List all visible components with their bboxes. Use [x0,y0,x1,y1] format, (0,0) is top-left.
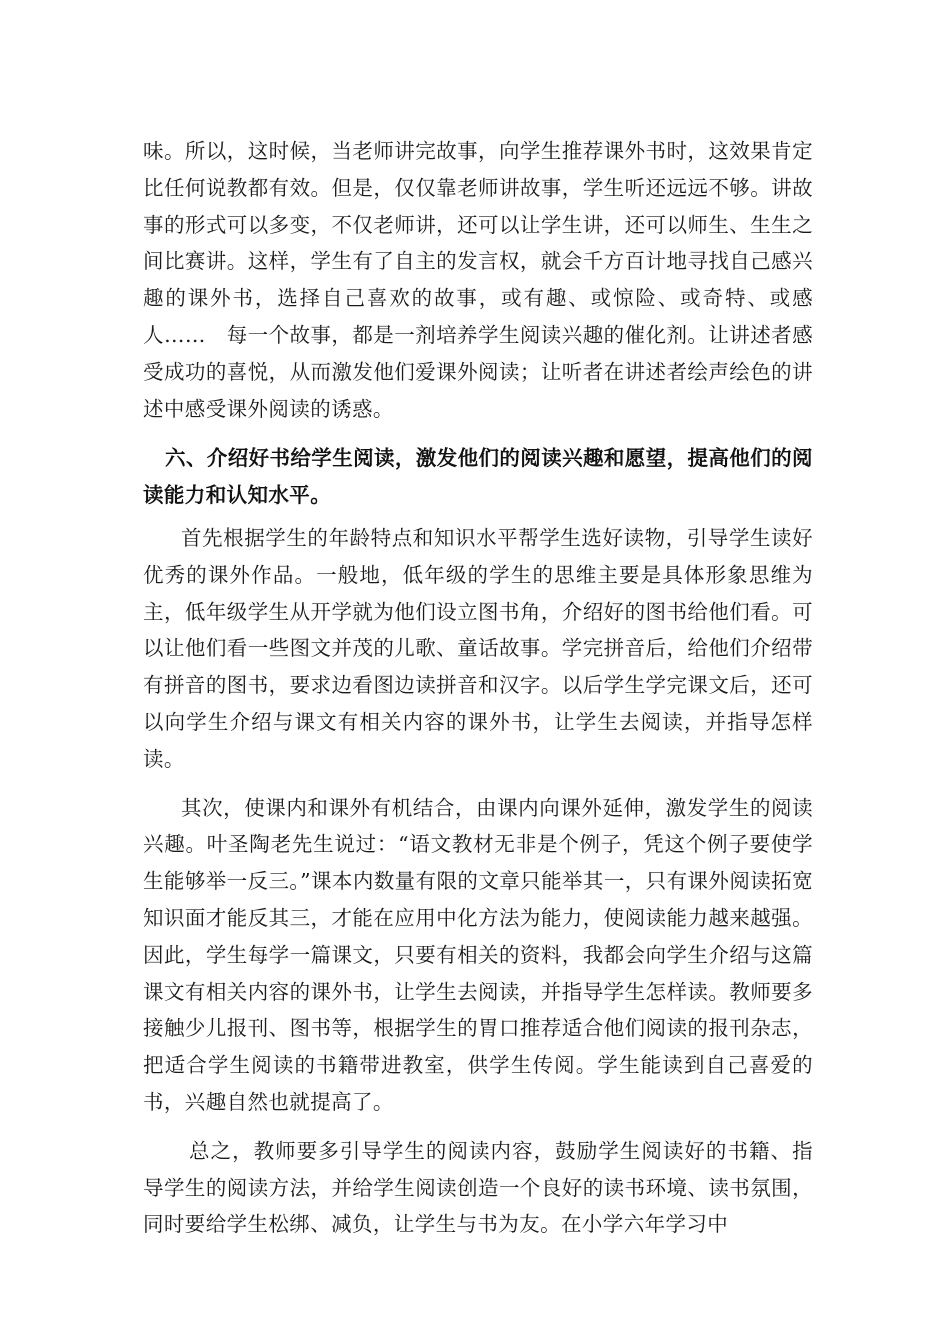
paragraph-first: 首先根据学生的年龄特点和知识水平帮学生选好读物，引导学生读好优秀的课外作品。一般地，低年级的学生的思维主要是具体形象思维为主，低年级学生从开学就为他们设立图书角，介绍好的图书给他们看。可以让他们看一些图文并茂的儿歌、童话故事。学完拼音后，给他们介绍带有拼音的图书，要求边看图边读拼音和汉字。以后学生学完课文后，还可以向学生介绍与课文有相关内容的课外书，让学生去阅读，并指导怎样读。 [143,525,813,771]
document-body [143,133,813,1243]
paragraph-continuation: 味。所以，这时候，当老师讲完故事，向学生推荐课外书时，这效果肯定比任何说教都有效。但是，仅仅靠老师讲故事，学生听还远远不够。讲故事的形式可以多变，不仅老师讲，还可以让学生讲，还可以师生、生生之间比赛讲。这样，学生有了自主的发言权，就会千方百计地寻找自己感兴趣的课外书，选择自己喜欢的故事，或有趣、或惊险、或奇特、或感人…… 每一个故事，都是一剂培养学生阅读兴趣的催化剂。让讲述者感受成功的喜悦，从而激发他们爱课外阅读；让听者在讲述者绘声绘色的讲述中感受课外阅读的诱惑。 [143,139,813,421]
paragraph-second: 其次，使课内和课外有机结合，由课内向课外延伸，激发学生的阅读兴趣。叶圣陶老先生说过：“语文教材无非是个例子，凭这个例子要使学生能够举一反三。”课本内数量有限的文章只能举其一，只有课外阅读拓宽知识面才能反其三，才能在应用中化方法为能力，使阅读能力越来越强。因此，学生每学一篇课文，只要有相关的资料，我都会向学生介绍与这篇课文有相关内容的课外书，让学生去阅读，并指导学生怎样读。教师要多接触少儿报刊、图书等，根据学生的胃口推荐适合他们阅读的报刊杂志，把适合学生阅读的书籍带进教室，供学生传阅。学生能读到自己喜爱的书，兴趣自然也就提高了。 [143,795,813,1114]
section-heading-six: 六、介绍好书给学生阅读，激发他们的阅读兴趣和愿望，提高他们的阅读能力和认知水平。 [143,446,813,508]
paragraph-conclusion: 总之，教师要多引导学生的阅读内容，鼓励学生阅读好的书籍、指导学生的阅读方法，并给学生阅读创造一个良好的读书环境、读书氛围，同时要给学生松绑、减负，让学生与书为友。在小学六年学习中 [143,1138,813,1237]
